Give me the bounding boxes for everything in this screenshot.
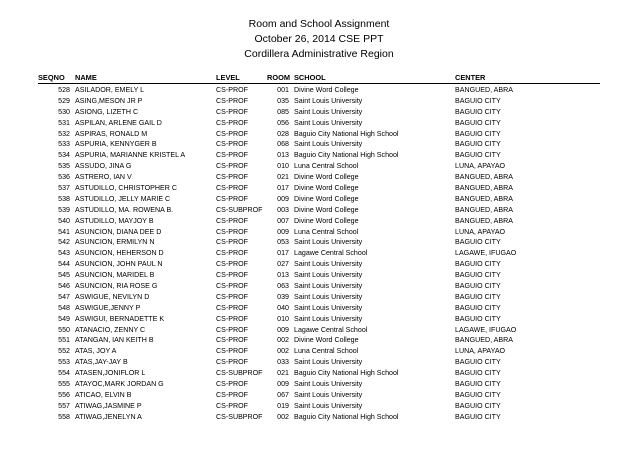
row-room: 010: [277, 162, 289, 171]
row-school: Saint Louis University: [294, 314, 363, 323]
row-seqno: 553: [58, 358, 70, 367]
assignment-table: [0, 85, 638, 423]
row-seqno: 556: [58, 390, 70, 399]
table-row: [0, 292, 638, 303]
table-row: [0, 390, 638, 401]
column-header-room: ROOM: [267, 73, 290, 82]
row-school: Saint Louis University: [294, 260, 363, 269]
column-header-school: SCHOOL: [294, 73, 326, 82]
row-room: 002: [277, 412, 289, 421]
row-seqno: 531: [58, 118, 70, 127]
column-header-center: CENTER: [455, 73, 486, 82]
table-row: [0, 85, 638, 96]
row-room: 028: [277, 129, 289, 138]
row-room: 019: [277, 401, 289, 410]
row-name: ASTUDILLO, CHRISTOPHER C: [75, 184, 177, 193]
row-level: CS-PROF: [216, 173, 248, 182]
row-room: 013: [277, 151, 289, 160]
row-center: BAGUIO CITY: [455, 107, 501, 116]
table-row: [0, 368, 638, 379]
row-room: 002: [277, 347, 289, 356]
row-name: ASPURIA, KENNYGER B: [75, 140, 157, 149]
row-school: Saint Louis University: [294, 238, 363, 247]
row-room: 067: [277, 390, 289, 399]
row-level: CS-PROF: [216, 86, 248, 94]
table-row: [0, 314, 638, 325]
table-row: [0, 139, 638, 150]
row-name: ATANGAN, IAN KEITH B: [75, 336, 154, 345]
row-school: Baguio City National High School: [294, 151, 399, 160]
row-seqno: 534: [58, 151, 70, 160]
row-name: ATAS, JOY A: [75, 347, 117, 356]
row-center: BANGUED, ABRA: [455, 336, 513, 345]
row-level: CS-PROF: [216, 227, 248, 236]
row-room: 001: [277, 86, 289, 94]
row-name: ASTUDILLO, MA. ROWENA B.: [75, 205, 174, 214]
row-seqno: 544: [58, 260, 70, 269]
table-row: [0, 303, 638, 314]
row-seqno: 537: [58, 184, 70, 193]
row-room: 085: [277, 107, 289, 116]
row-school: Saint Louis University: [294, 358, 363, 367]
row-center: BANGUED, ABRA: [455, 194, 513, 203]
row-room: 009: [277, 227, 289, 236]
row-name: ASTUDILLO, MAYJOY B: [75, 216, 154, 225]
row-name: ATIWAG,JASMINE P: [75, 401, 142, 410]
row-seqno: 547: [58, 292, 70, 301]
table-row: [0, 357, 638, 368]
row-name: ASWIGUI, BERNADETTE K: [75, 314, 165, 323]
row-name: ASUNCION, ERMILYN N: [75, 238, 155, 247]
row-level: CS-PROF: [216, 107, 248, 116]
row-name: ASIONG, LIZETH C: [75, 107, 139, 116]
row-center: BANGUED, ABRA: [455, 86, 513, 94]
row-seqno: 551: [58, 336, 70, 345]
row-name: ASUNCION, RIA ROSE G: [75, 282, 158, 291]
row-center: BAGUIO CITY: [455, 314, 501, 323]
row-level: CS-PROF: [216, 303, 248, 312]
row-school: Divine Word College: [294, 216, 359, 225]
row-level: CS-PROF: [216, 216, 248, 225]
row-level: CS-PROF: [216, 118, 248, 127]
row-seqno: 545: [58, 271, 70, 280]
row-school: Lagawe Central School: [294, 325, 368, 334]
row-seqno: 548: [58, 303, 70, 312]
row-seqno: 535: [58, 162, 70, 171]
row-school: Lagawe Central School: [294, 249, 368, 258]
row-name: ATANACIO, ZENNY C: [75, 325, 146, 334]
row-school: Divine Word College: [294, 86, 359, 94]
row-level: CS-PROF: [216, 271, 248, 280]
row-center: BAGUIO CITY: [455, 151, 501, 160]
row-name: ASUNCION, MARIDEL B: [75, 271, 155, 280]
row-level: CS-PROF: [216, 282, 248, 291]
row-level: CS-PROF: [216, 347, 248, 356]
row-seqno: 532: [58, 129, 70, 138]
row-school: Divine Word College: [294, 194, 359, 203]
row-room: 056: [277, 118, 289, 127]
row-center: BANGUED, ABRA: [455, 216, 513, 225]
table-row: [0, 161, 638, 172]
row-level: CS-PROF: [216, 390, 248, 399]
row-level: CS-PROF: [216, 129, 248, 138]
row-school: Divine Word College: [294, 336, 359, 345]
row-room: 035: [277, 96, 289, 105]
row-room: 063: [277, 282, 289, 291]
row-center: BANGUED, ABRA: [455, 205, 513, 214]
row-room: 017: [277, 184, 289, 193]
row-level: CS-PROF: [216, 358, 248, 367]
row-school: Luna Central School: [294, 347, 359, 356]
table-row: [0, 412, 638, 423]
exam-date: October 26, 2014 CSE PPT: [254, 33, 384, 45]
row-room: 003: [277, 205, 289, 214]
row-school: Luna Central School: [294, 227, 359, 236]
table-row: [0, 325, 638, 336]
row-center: BAGUIO CITY: [455, 118, 501, 127]
row-center: BANGUED, ABRA: [455, 184, 513, 193]
row-room: 010: [277, 314, 289, 323]
table-row: [0, 270, 638, 281]
row-name: ASWIGUE, NEVILYN D: [75, 292, 150, 301]
row-name: ASTRERO, IAN V: [75, 173, 132, 182]
table-row: [0, 281, 638, 292]
row-room: 068: [277, 140, 289, 149]
row-level: CS-PROF: [216, 314, 248, 323]
table-row: [0, 379, 638, 390]
row-room: 009: [277, 380, 289, 389]
row-level: CS-PROF: [216, 184, 248, 193]
table-row: [0, 107, 638, 118]
row-school: Baguio City National High School: [294, 369, 399, 378]
row-center: LUNA, APAYAO: [455, 347, 506, 356]
row-seqno: 529: [58, 96, 70, 105]
row-school: Luna Central School: [294, 162, 359, 171]
row-seqno: 539: [58, 205, 70, 214]
row-seqno: 541: [58, 227, 70, 236]
row-seqno: 528: [58, 86, 70, 94]
row-seqno: 543: [58, 249, 70, 258]
row-center: BAGUIO CITY: [455, 96, 501, 105]
row-level: CS-PROF: [216, 260, 248, 269]
column-header-name: NAME: [75, 73, 97, 82]
row-center: BAGUIO CITY: [455, 390, 501, 399]
row-school: Divine Word College: [294, 184, 359, 193]
row-level: CS-SUBPROF: [216, 412, 263, 421]
row-school: Saint Louis University: [294, 107, 363, 116]
row-name: ASPURIA, MARIANNE KRISTEL A: [75, 151, 186, 160]
row-name: ASTUDILLO, JELLY MARIE C: [75, 194, 171, 203]
row-school: Saint Louis University: [294, 401, 363, 410]
row-school: Saint Louis University: [294, 118, 363, 127]
row-level: CS-PROF: [216, 151, 248, 160]
table-row: [0, 150, 638, 161]
row-center: LUNA, APAYAO: [455, 162, 506, 171]
row-school: Baguio City National High School: [294, 412, 399, 421]
row-seqno: 536: [58, 173, 70, 182]
row-name: ASING,MESON JR P: [75, 96, 143, 105]
region-name: Cordillera Administrative Region: [244, 48, 394, 60]
row-center: BAGUIO CITY: [455, 260, 501, 269]
row-center: BAGUIO CITY: [455, 303, 501, 312]
row-level: CS-PROF: [216, 336, 248, 345]
table-row: [0, 194, 638, 205]
row-room: 009: [277, 325, 289, 334]
row-center: BAGUIO CITY: [455, 358, 501, 367]
row-name: ASUNCION, DIANA DEE D: [75, 227, 162, 236]
row-center: BAGUIO CITY: [455, 292, 501, 301]
table-row: [0, 227, 638, 238]
row-level: CS-SUBPROF: [216, 369, 263, 378]
row-school: Saint Louis University: [294, 140, 363, 149]
row-school: Saint Louis University: [294, 303, 363, 312]
document-header: [0, 17, 638, 62]
row-name: ASUNCION, HEHERSON D: [75, 249, 164, 258]
row-room: 053: [277, 238, 289, 247]
row-seqno: 557: [58, 401, 70, 410]
row-name: ASPIRAS, RONALD M: [75, 129, 148, 138]
row-center: LAGAWE, IFUGAO: [455, 325, 517, 334]
row-level: CS-PROF: [216, 292, 248, 301]
table-row: [0, 216, 638, 227]
row-center: BAGUIO CITY: [455, 238, 501, 247]
row-name: ATAYOC,MARK JORDAN G: [75, 380, 164, 389]
row-center: LUNA, APAYAO: [455, 227, 506, 236]
row-seqno: 546: [58, 282, 70, 291]
row-center: BAGUIO CITY: [455, 369, 501, 378]
table-row: [0, 335, 638, 346]
row-seqno: 540: [58, 216, 70, 225]
row-level: CS-PROF: [216, 96, 248, 105]
row-school: Saint Louis University: [294, 390, 363, 399]
row-school: Divine Word College: [294, 173, 359, 182]
column-header-level: LEVEL: [216, 73, 240, 82]
row-seqno: 555: [58, 380, 70, 389]
row-center: BAGUIO CITY: [455, 412, 501, 421]
row-name: ASPILAN, ARLENE GAIL D: [75, 118, 162, 127]
document-title: Room and School Assignment: [248, 18, 390, 30]
row-name: ASUNCION, JOHN PAUL N: [75, 260, 163, 269]
row-center: LAGAWE, IFUGAO: [455, 249, 517, 258]
row-center: BAGUIO CITY: [455, 140, 501, 149]
row-seqno: 549: [58, 314, 70, 323]
table-row: [0, 118, 638, 129]
row-level: CS-PROF: [216, 401, 248, 410]
column-header-seqno: SEQNO: [38, 73, 65, 82]
row-seqno: 530: [58, 107, 70, 116]
row-room: 021: [277, 173, 289, 182]
row-name: ASSUDO, JINA G: [75, 162, 132, 171]
row-level: CS-PROF: [216, 325, 248, 334]
row-seqno: 554: [58, 369, 70, 378]
row-room: 017: [277, 249, 289, 258]
table-row: [0, 346, 638, 357]
table-row: [0, 129, 638, 140]
row-level: CS-PROF: [216, 238, 248, 247]
row-room: 002: [277, 336, 289, 345]
row-level: CS-PROF: [216, 162, 248, 171]
row-seqno: 550: [58, 325, 70, 334]
row-name: ATIWAG,JENELYN A: [75, 412, 142, 421]
table-row: [0, 401, 638, 412]
row-school: Saint Louis University: [294, 96, 363, 105]
row-school: Saint Louis University: [294, 380, 363, 389]
row-room: 040: [277, 303, 289, 312]
row-school: Baguio City National High School: [294, 129, 399, 138]
row-room: 027: [277, 260, 289, 269]
row-center: BANGUED, ABRA: [455, 173, 513, 182]
header-divider: [38, 83, 600, 84]
row-room: 007: [277, 216, 289, 225]
row-name: ATICAO, ELVIN B: [75, 390, 132, 399]
row-seqno: 533: [58, 140, 70, 149]
row-seqno: 542: [58, 238, 70, 247]
table-row: [0, 248, 638, 259]
row-seqno: 538: [58, 194, 70, 203]
table-row: [0, 172, 638, 183]
row-level: CS-PROF: [216, 194, 248, 203]
table-row: [0, 183, 638, 194]
row-name: ATAS,JAY-JAY B: [75, 358, 128, 367]
row-center: BAGUIO CITY: [455, 271, 501, 280]
table-row: [0, 237, 638, 248]
row-center: BAGUIO CITY: [455, 129, 501, 138]
row-room: 033: [277, 358, 289, 367]
row-room: 039: [277, 292, 289, 301]
row-level: CS-PROF: [216, 140, 248, 149]
row-level: CS-SUBPROF: [216, 205, 263, 214]
row-center: BAGUIO CITY: [455, 380, 501, 389]
table-row: [0, 259, 638, 270]
row-center: BAGUIO CITY: [455, 282, 501, 291]
row-room: 013: [277, 271, 289, 280]
row-level: CS-PROF: [216, 380, 248, 389]
table-row: [0, 205, 638, 216]
row-room: 021: [277, 369, 289, 378]
row-center: BAGUIO CITY: [455, 401, 501, 410]
row-school: Saint Louis University: [294, 271, 363, 280]
row-name: ASWIGUE,JENNY P: [75, 303, 141, 312]
row-seqno: 552: [58, 347, 70, 356]
table-row: [0, 96, 638, 107]
row-name: ATASEN,JONIFLOR L: [75, 369, 146, 378]
row-seqno: 558: [58, 412, 70, 421]
row-room: 009: [277, 194, 289, 203]
row-school: Saint Louis University: [294, 282, 363, 291]
row-level: CS-PROF: [216, 249, 248, 258]
row-name: ASILADOR, EMELY L: [75, 86, 145, 94]
row-school: Saint Louis University: [294, 292, 363, 301]
row-school: Divine Word College: [294, 205, 359, 214]
